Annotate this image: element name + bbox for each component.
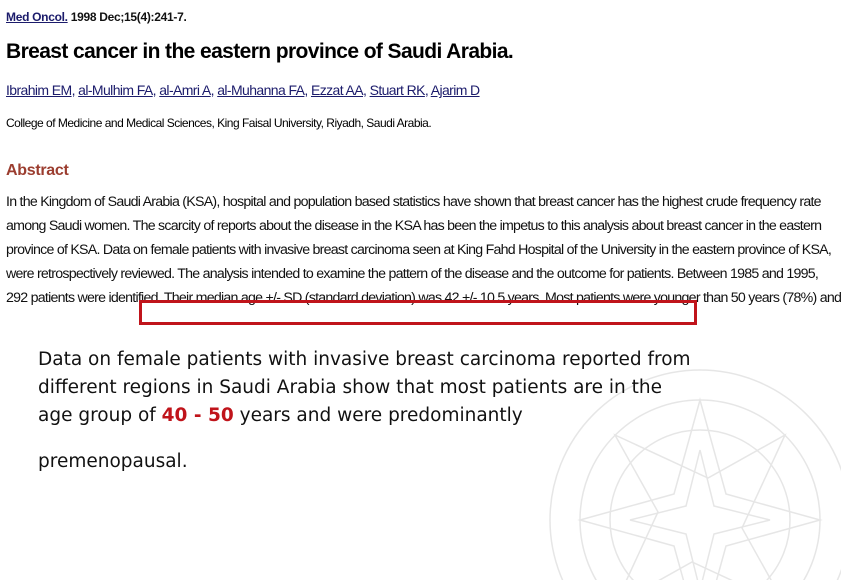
author-link[interactable]: Stuart RK — [370, 82, 425, 98]
abstract-line-end: and — [817, 290, 841, 306]
citation-details: 1998 Dec;15(4):241-7. — [68, 10, 187, 24]
abstract-line: province of KSA. Data on female patients with invasive breast carcinoma seen at King Fahd Hospital of the University in the eastern province of KSA, — [6, 238, 722, 262]
author-link[interactable]: al-Amri A — [159, 82, 210, 98]
caption-part3: premenopausal. — [38, 448, 698, 476]
caption-part1: Data on female patients with invasive breast carcinoma reported from different regions in Saudi Arabia show that most patients are in the age group of — [38, 349, 691, 426]
author-list: Ibrahim EM, al-Mulhim FA, al-Amri A, al-Muhanna FA, Ezzat AA, Stuart RK, Ajarim D — [6, 82, 480, 98]
author-link[interactable]: Ezzat AA — [311, 82, 363, 98]
abstract-line: In the Kingdom of Saudi Arabia (KSA), hospital and population based statistics have shown that breast cancer has the highest crude frequency rate — [6, 190, 722, 214]
abstract-heading: Abstract — [6, 162, 69, 180]
abstract-line-start: 292 patients were identified. — [6, 290, 164, 306]
abstract-line: among Saudi women. The scarcity of reports about the disease in the KSA has been the impetus to this analysis about breast cancer in the eastern — [6, 214, 722, 238]
author-link[interactable]: al-Mulhim FA — [78, 82, 152, 98]
author-link[interactable]: Ibrahim EM — [6, 82, 72, 98]
author-link[interactable]: al-Muhanna FA — [217, 82, 304, 98]
journal-link[interactable]: Med Oncol. — [6, 10, 68, 24]
caption-part2: years and were predominantly — [234, 405, 523, 426]
abstract-line: were retrospectively reviewed. The analysis intended to examine the pattern of the disease and the outcome for patients. Between 1985 and 1995, — [6, 262, 722, 286]
abstract-screenshot — [0, 0, 720, 328]
article-title: Breast cancer in the eastern province of Saudi Arabia. — [6, 40, 513, 64]
abstract-body — [6, 190, 722, 310]
age-range-highlight: 40 - 50 — [162, 405, 234, 426]
author-link[interactable]: Ajarim D — [431, 82, 480, 98]
citation — [6, 10, 186, 24]
highlighted-sentence: Their median age +/- SD (standard deviation) was 42 +/- 10.5 years. Most patients were younger than 50 years (78%) — [164, 290, 817, 306]
caption-text — [38, 346, 698, 476]
affiliation: College of Medicine and Medical Sciences, King Faisal University, Riyadh, Saudi Arabia. — [6, 116, 431, 130]
